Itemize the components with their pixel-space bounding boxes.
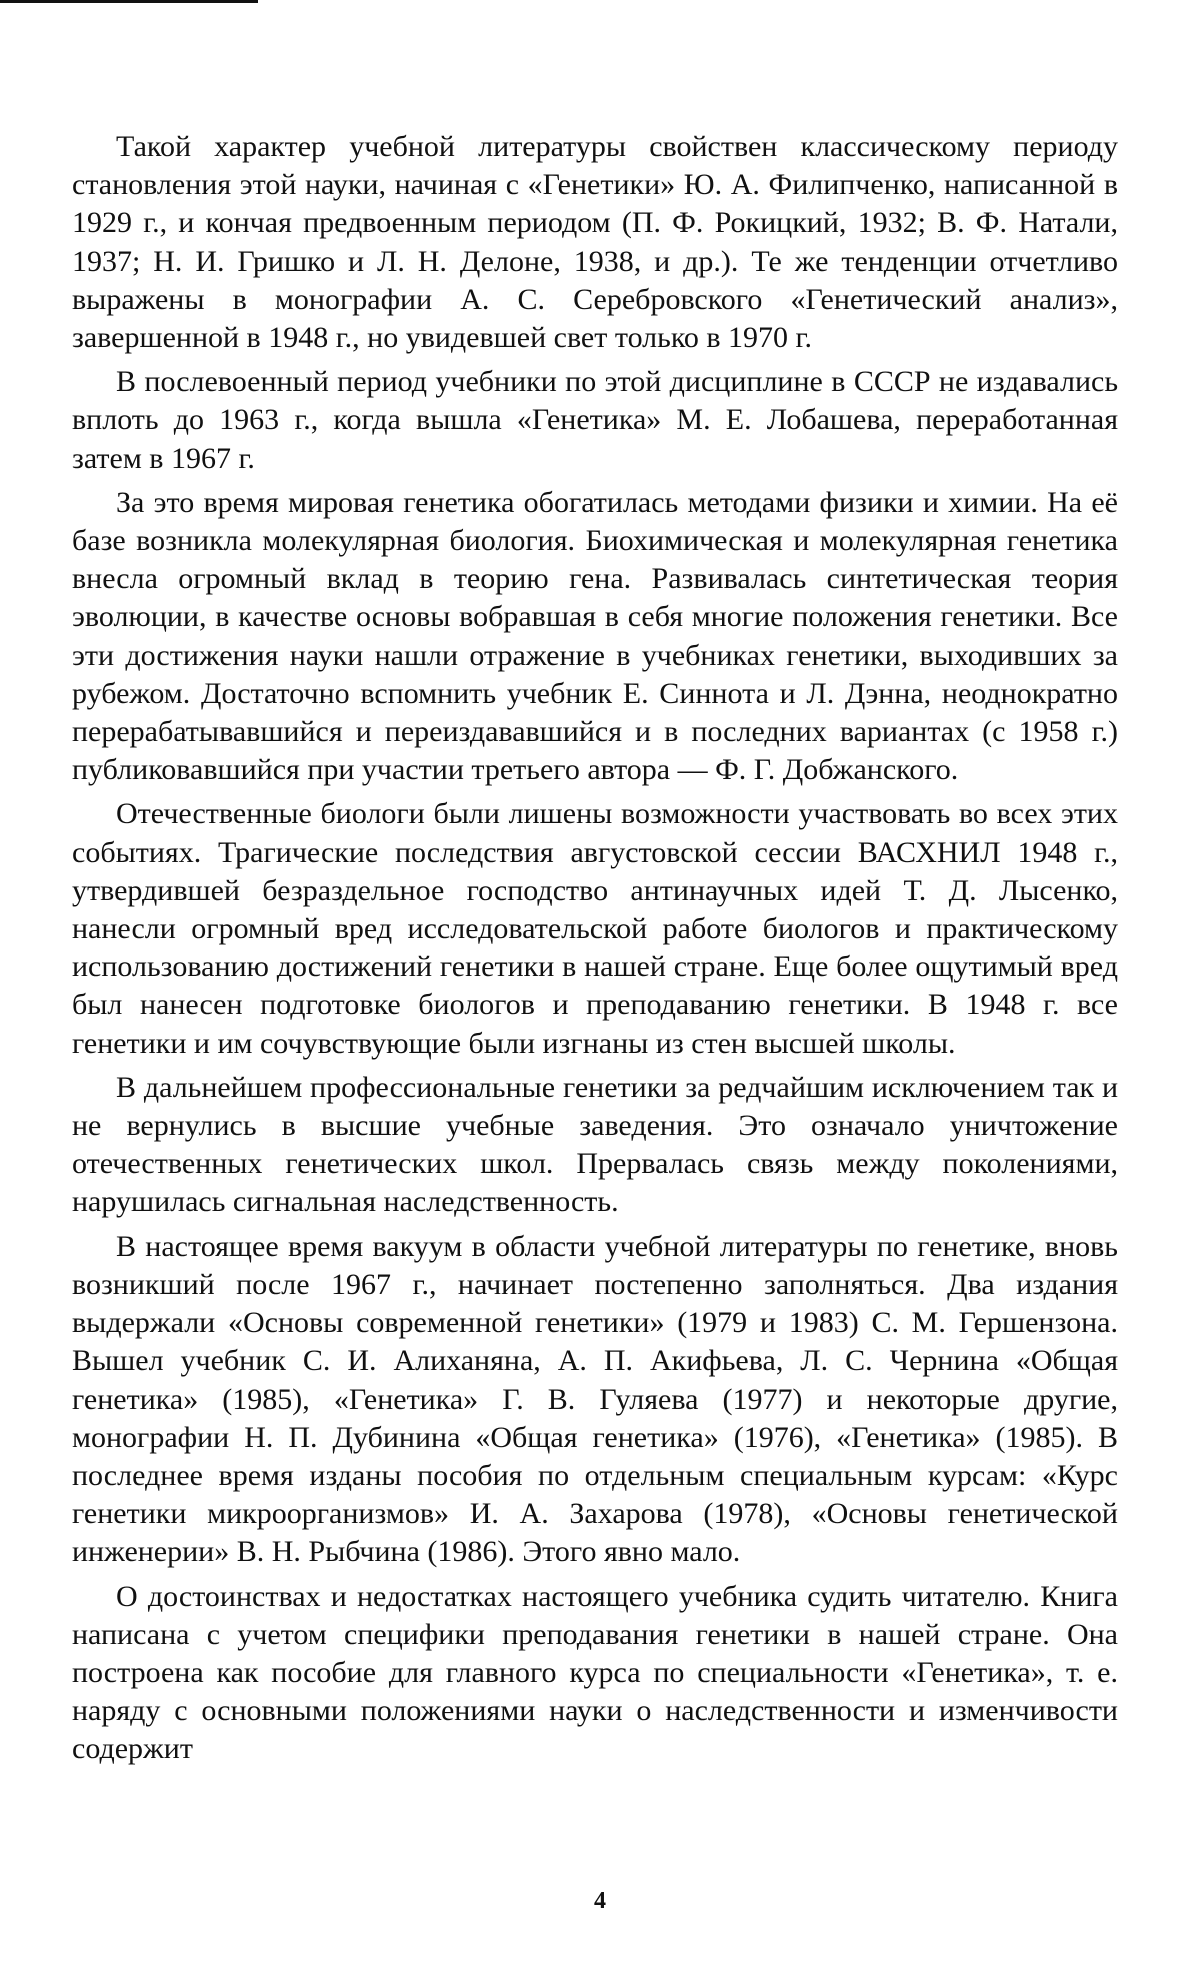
page-number: 4 [594, 1888, 606, 1914]
paragraph-4: Отечественные биологи были лишены возможности участвовать во всех этих событиях. Трагические последствия августовской сессии ВАСХНИЛ 1948 г., утвердившей безраздельное господство антинаучных идей Т. Д. Лысенко, нанесли огромный вред исследовательской работе биологов и практическому использованию достижений генетики в нашей стране. Еще более ощутимый вред был нанесен подготовке биологов и преподаванию генетики. В 1948 г. все генетики и им сочувствующие были изгнаны из стен высшей школы. [72, 797, 1118, 1060]
scan-edge-mark [0, 0, 258, 3]
paragraph-3: За это время мировая генетика обогатилась методами физики и химии. На её базе возникла молекулярная биология. Биохимическая и молекулярная генетика внесла огромный вклад в теорию гена. Развивалась синтетическая теория эволюции, в качестве основы вобравшая в себя многие положения генетики. Все эти достижения науки нашли отражение в учебниках генетики, выходивших за рубежом. Достаточно вспомнить учебник Е. Синнота и Л. Дэнна, неоднократно перерабатывавшийся и переиздававшийся и в последних вариантах (с 1958 г.) публиковавшийся при участии третьего автора — Ф. Г. Добжанского. [72, 485, 1118, 787]
paragraph-1: Такой характер учебной литературы свойствен классическому периоду становления этой науки, начиная с «Генетики» Ю. А. Филипченко, написанной в 1929 г., и кончая предвоенным периодом (П. Ф. Рокицкий, 1932; В. Ф. Натали, 1937; Н. И. Гришко и Л. Н. Делоне, 1938, и др.). Те же тенденции отчетливо выражены в монографии А. С. Серебровского «Генетический анализ», завершенной в 1948 г., но увидевшей свет только в 1970 г. [72, 130, 1118, 355]
paragraph-5: В дальнейшем профессиональные генетики за редчайшим исключением так и не вернулись в высшие учебные заведения. Это означало уничтожение отечественных генетических школ. Прервалась связь между поколениями, нарушилась сигнальная наследственность. [72, 1070, 1118, 1219]
paragraph-7: О достоинствах и недостатках настоящего учебника судить читателю. Книга написана с учетом специфики преподавания генетики в нашей стране. Она построена как пособие для главного курса по специальности «Генетика», т. е. наряду с основными положениями науки о наследственности и изменчивости содержит [72, 1579, 1118, 1766]
paragraph-2: В послевоенный период учебники по этой дисциплине в СССР не издавались вплоть до 1963 г., когда вышла «Генетика» М. Е. Лобашева, переработанная затем в 1967 г. [72, 365, 1118, 475]
page-body [72, 128, 1118, 1775]
paragraph-6: В настоящее время вакуум в области учебной литературы по генетике, вновь возникший после 1967 г., начинает постепенно заполняться. Два издания выдержали «Основы современной генетики» (1979 и 1983) С. М. Гершензона. Вышел учебник С. И. Алиханяна, А. П. Акифьева, Л. С. Чернина «Общая генетика» (1985), «Генетика» Г. В. Гуляева (1977) и некоторые другие, монографии Н. П. Дубинина «Общая генетика» (1976), «Генетика» (1985). В последнее время изданы пособия по отдельным специальным курсам: «Курс генетики микроорганизмов» И. А. Захарова (1978), «Основы генетической инженерии» В. Н. Рыбчина (1986). Этого явно мало. [72, 1229, 1118, 1569]
